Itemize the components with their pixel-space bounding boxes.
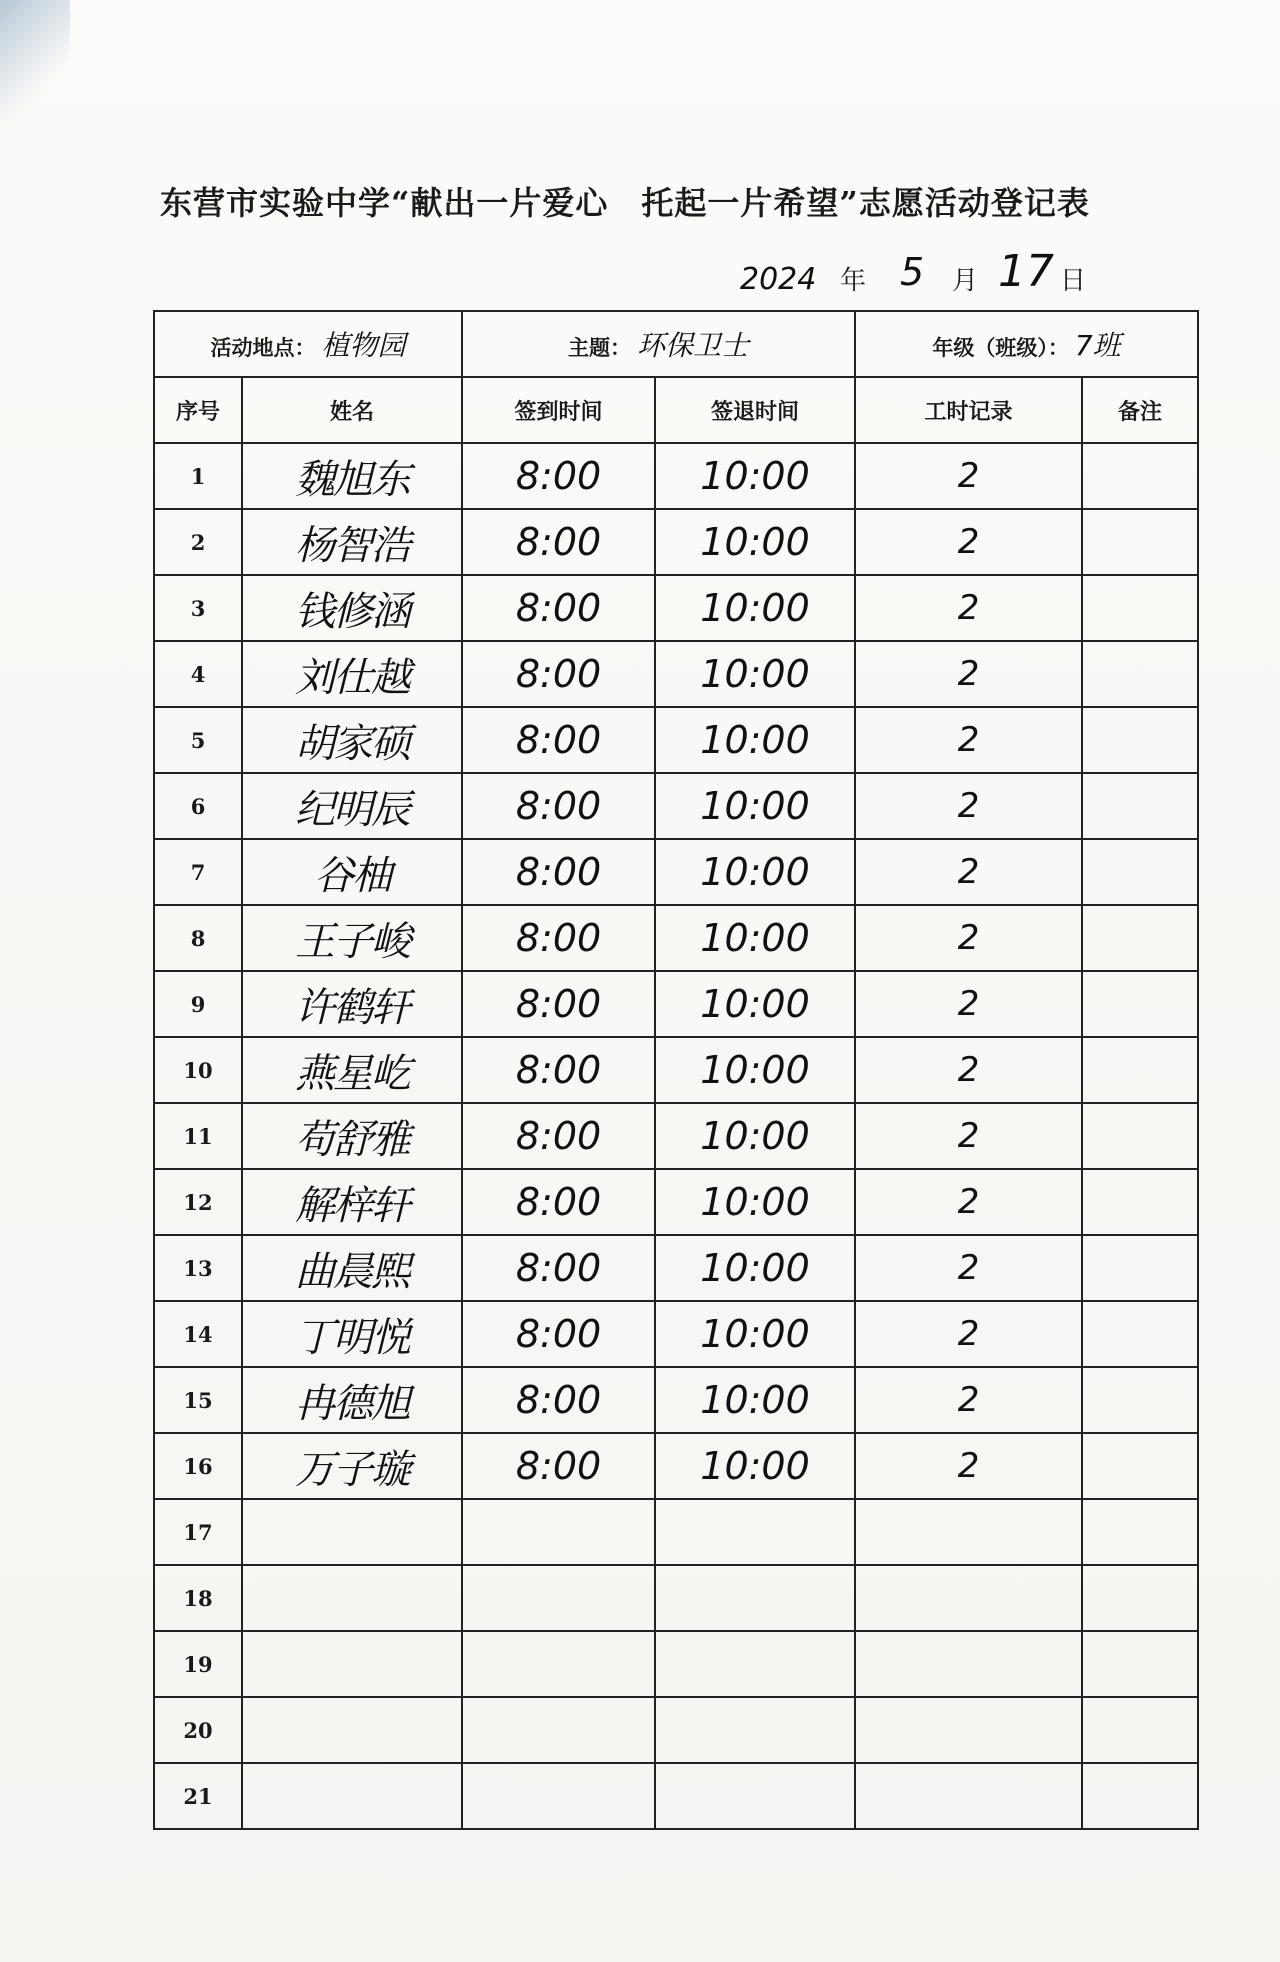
theme-label: 主题： <box>568 335 632 360</box>
theme-cell <box>462 311 855 377</box>
row-hours: 2 <box>957 456 980 496</box>
row-note-cell <box>1082 905 1198 971</box>
location-cell <box>154 311 462 377</box>
row-seq: 2 <box>190 529 206 555</box>
row-hours-cell <box>855 707 1082 773</box>
row-name-cell <box>242 641 462 707</box>
row-seq-cell <box>154 1631 242 1697</box>
row-signin-time-cell <box>462 1499 655 1565</box>
row-signout-time-cell <box>655 1763 855 1829</box>
row-signout-time: 10:00 <box>700 1246 810 1290</box>
row-seq-cell <box>154 443 242 509</box>
row-name-cell <box>242 1433 462 1499</box>
row-note-cell <box>1082 443 1198 509</box>
row-name-cell <box>242 971 462 1037</box>
row-signout-time: 10:00 <box>700 1444 810 1488</box>
row-seq-cell <box>154 1763 242 1829</box>
row-signout-time-cell <box>655 1103 855 1169</box>
row-name-cell <box>242 773 462 839</box>
row-signout-time-cell <box>655 773 855 839</box>
row-name: 胡家硕 <box>295 720 409 767</box>
row-hours-cell <box>855 1631 1082 1697</box>
row-seq: 17 <box>183 1519 213 1545</box>
row-seq: 8 <box>190 925 206 951</box>
row-hours-cell <box>855 1301 1082 1367</box>
row-seq: 1 <box>190 463 206 489</box>
row-hours-cell <box>855 1763 1082 1829</box>
row-signin-time: 8:00 <box>515 1444 602 1488</box>
row-signout-time-cell <box>655 1631 855 1697</box>
row-signin-time: 8:00 <box>515 1246 602 1290</box>
row-signin-time-cell <box>462 1103 655 1169</box>
theme-value: 环保卫士 <box>637 329 750 362</box>
row-name-cell <box>242 839 462 905</box>
row-signout-time: 10:00 <box>700 1180 810 1224</box>
header-row <box>154 377 1198 443</box>
row-signin-time: 8:00 <box>515 586 602 630</box>
row-signin-time-cell <box>462 1433 655 1499</box>
table-row <box>154 971 1198 1037</box>
row-hours-cell <box>855 1103 1082 1169</box>
row-note-cell <box>1082 773 1198 839</box>
month-label: 月 <box>952 266 979 296</box>
row-seq-cell <box>154 1433 242 1499</box>
row-hours-cell <box>855 1037 1082 1103</box>
row-seq: 14 <box>183 1321 213 1347</box>
row-signout-time: 10:00 <box>700 1378 810 1422</box>
row-seq: 3 <box>190 595 206 621</box>
row-signin-time-cell <box>462 1565 655 1631</box>
row-note-cell <box>1082 575 1198 641</box>
row-note-cell <box>1082 1235 1198 1301</box>
row-name: 钱修涵 <box>295 588 409 635</box>
row-hours: 2 <box>957 918 980 958</box>
row-note-cell <box>1082 839 1198 905</box>
row-seq-cell <box>154 1301 242 1367</box>
date-line <box>730 246 1150 310</box>
row-signin-time-cell <box>462 1763 655 1829</box>
col-note-header: 备注 <box>1082 377 1198 443</box>
row-name-cell <box>242 1037 462 1103</box>
row-signout-time-cell <box>655 707 855 773</box>
row-signout-time-cell <box>655 971 855 1037</box>
row-signin-time: 8:00 <box>515 1048 602 1092</box>
row-seq-cell <box>154 1565 242 1631</box>
row-hours: 2 <box>957 786 980 826</box>
row-signout-time-cell <box>655 1697 855 1763</box>
row-seq-cell <box>154 1697 242 1763</box>
row-name-cell <box>242 509 462 575</box>
table-row <box>154 1103 1198 1169</box>
row-hours-cell <box>855 1433 1082 1499</box>
row-seq: 18 <box>183 1585 213 1611</box>
row-name-cell <box>242 1367 462 1433</box>
row-signout-time: 10:00 <box>700 586 810 630</box>
corner-shadow <box>0 0 70 120</box>
row-name-cell <box>242 1235 462 1301</box>
row-signin-time-cell <box>462 1631 655 1697</box>
row-hours-cell <box>855 1499 1082 1565</box>
row-hours-cell <box>855 575 1082 641</box>
row-signin-time-cell <box>462 443 655 509</box>
row-hours-cell <box>855 1367 1082 1433</box>
grade-cell <box>855 311 1198 377</box>
row-hours-cell <box>855 905 1082 971</box>
col-signin-header: 签到时间 <box>462 377 655 443</box>
row-note-cell <box>1082 1433 1198 1499</box>
row-seq-cell <box>154 1235 242 1301</box>
table-row <box>154 641 1198 707</box>
date-year: 2024 <box>740 262 817 297</box>
row-note-cell <box>1082 1697 1198 1763</box>
table-row <box>154 839 1198 905</box>
row-signin-time: 8:00 <box>515 1378 602 1422</box>
row-seq-cell <box>154 509 242 575</box>
row-signout-time-cell <box>655 1235 855 1301</box>
row-seq: 5 <box>190 727 206 753</box>
table-row <box>154 1169 1198 1235</box>
row-note-cell <box>1082 509 1198 575</box>
row-note-cell <box>1082 1169 1198 1235</box>
row-seq: 4 <box>190 661 206 687</box>
row-hours: 2 <box>957 984 980 1024</box>
row-note-cell <box>1082 1367 1198 1433</box>
row-hours-cell <box>855 773 1082 839</box>
row-hours-cell <box>855 509 1082 575</box>
row-hours: 2 <box>957 1314 980 1354</box>
row-seq: 13 <box>183 1255 213 1281</box>
row-note-cell <box>1082 641 1198 707</box>
table-row <box>154 1037 1198 1103</box>
row-note-cell <box>1082 707 1198 773</box>
table-row <box>154 1499 1198 1565</box>
row-note-cell <box>1082 1565 1198 1631</box>
registration-table <box>153 310 1199 1830</box>
row-hours-cell <box>855 641 1082 707</box>
row-seq: 15 <box>183 1387 213 1413</box>
row-seq-cell <box>154 971 242 1037</box>
row-signin-time: 8:00 <box>515 1180 602 1224</box>
col-seq-header: 序号 <box>154 377 242 443</box>
row-name: 冉德旭 <box>295 1380 409 1427</box>
row-name: 魏旭东 <box>295 456 409 503</box>
row-name: 刘仕越 <box>295 654 409 701</box>
row-signout-time-cell <box>655 905 855 971</box>
row-signout-time: 10:00 <box>700 982 810 1026</box>
row-seq-cell <box>154 1367 242 1433</box>
row-signin-time-cell <box>462 1367 655 1433</box>
row-name: 王子峻 <box>295 918 409 965</box>
col-signout-header: 签退时间 <box>655 377 855 443</box>
location-label: 活动地点： <box>210 335 316 360</box>
row-name-cell <box>242 1631 462 1697</box>
row-signin-time-cell <box>462 509 655 575</box>
row-hours-cell <box>855 1565 1082 1631</box>
row-name-cell <box>242 443 462 509</box>
table-row <box>154 1565 1198 1631</box>
row-signout-time-cell <box>655 1037 855 1103</box>
table-row <box>154 1301 1198 1367</box>
table-row <box>154 773 1198 839</box>
row-note-cell <box>1082 1499 1198 1565</box>
row-signin-time-cell <box>462 1301 655 1367</box>
row-hours: 2 <box>957 1380 980 1420</box>
row-note-cell <box>1082 1631 1198 1697</box>
row-name: 万子璇 <box>295 1446 409 1493</box>
row-note-cell <box>1082 1103 1198 1169</box>
row-name-cell <box>242 1697 462 1763</box>
row-note-cell <box>1082 1037 1198 1103</box>
row-signin-time: 8:00 <box>515 784 602 828</box>
row-signin-time: 8:00 <box>515 916 602 960</box>
row-signout-time-cell <box>655 443 855 509</box>
row-hours: 2 <box>957 1182 980 1222</box>
row-name-cell <box>242 1103 462 1169</box>
info-row <box>154 311 1198 377</box>
row-seq: 9 <box>190 991 206 1017</box>
row-hours: 2 <box>957 1116 980 1156</box>
row-signin-time-cell <box>462 1235 655 1301</box>
row-hours: 2 <box>957 720 980 760</box>
row-signin-time-cell <box>462 1169 655 1235</box>
row-name: 燕星屹 <box>295 1050 409 1097</box>
row-signout-time: 10:00 <box>700 652 810 696</box>
row-signin-time-cell <box>462 575 655 641</box>
row-signin-time: 8:00 <box>515 652 602 696</box>
row-signin-time: 8:00 <box>515 1114 602 1158</box>
row-note-cell <box>1082 1763 1198 1829</box>
row-seq: 11 <box>183 1123 213 1149</box>
row-hours-cell <box>855 839 1082 905</box>
row-signout-time-cell <box>655 1367 855 1433</box>
row-name: 丁明悦 <box>295 1314 409 1361</box>
row-signout-time: 10:00 <box>700 1048 810 1092</box>
day-label: 日 <box>1060 266 1087 296</box>
row-seq: 20 <box>183 1717 213 1743</box>
row-seq-cell <box>154 1169 242 1235</box>
row-signout-time-cell <box>655 1301 855 1367</box>
row-signout-time-cell <box>655 509 855 575</box>
row-signout-time: 10:00 <box>700 718 810 762</box>
table-row <box>154 1631 1198 1697</box>
table-row <box>154 1763 1198 1829</box>
table-row <box>154 905 1198 971</box>
row-signout-time-cell <box>655 839 855 905</box>
row-name-cell <box>242 1565 462 1631</box>
row-seq-cell <box>154 773 242 839</box>
table-row <box>154 1235 1198 1301</box>
row-hours: 2 <box>957 1446 980 1486</box>
row-name-cell <box>242 1763 462 1829</box>
row-name: 杨智浩 <box>295 522 409 569</box>
row-hours: 2 <box>957 852 980 892</box>
row-name-cell <box>242 1301 462 1367</box>
row-seq: 19 <box>183 1651 213 1677</box>
row-seq: 21 <box>183 1783 213 1809</box>
row-seq-cell <box>154 839 242 905</box>
table-row <box>154 1367 1198 1433</box>
row-name: 曲晨熙 <box>295 1248 409 1295</box>
row-signin-time-cell <box>462 1697 655 1763</box>
row-seq-cell <box>154 641 242 707</box>
row-signin-time: 8:00 <box>515 520 602 564</box>
row-signout-time: 10:00 <box>700 1312 810 1356</box>
row-signin-time-cell <box>462 707 655 773</box>
row-signout-time: 10:00 <box>700 1114 810 1158</box>
row-signin-time-cell <box>462 1037 655 1103</box>
row-name: 谷柚 <box>314 852 390 899</box>
row-signin-time-cell <box>462 839 655 905</box>
table-row <box>154 707 1198 773</box>
row-hours-cell <box>855 1697 1082 1763</box>
grade-value: 7班 <box>1074 329 1121 362</box>
row-name-cell <box>242 575 462 641</box>
row-signin-time-cell <box>462 905 655 971</box>
row-hours: 2 <box>957 1248 980 1288</box>
date-month: 5 <box>900 250 925 294</box>
row-signin-time: 8:00 <box>515 982 602 1026</box>
row-signout-time: 10:00 <box>700 916 810 960</box>
date-day: 17 <box>998 246 1054 297</box>
row-signout-time-cell <box>655 641 855 707</box>
col-hours-header: 工时记录 <box>855 377 1082 443</box>
row-seq: 7 <box>190 859 206 885</box>
row-name: 解梓轩 <box>295 1182 409 1229</box>
row-hours: 2 <box>957 1050 980 1090</box>
row-seq: 6 <box>190 793 206 819</box>
row-name-cell <box>242 905 462 971</box>
year-label: 年 <box>840 266 867 296</box>
row-name-cell <box>242 1169 462 1235</box>
row-seq-cell <box>154 707 242 773</box>
row-name-cell <box>242 707 462 773</box>
row-signin-time-cell <box>462 773 655 839</box>
row-name: 苟舒雅 <box>295 1116 409 1163</box>
row-hours: 2 <box>957 588 980 628</box>
row-seq: 12 <box>183 1189 213 1215</box>
row-hours: 2 <box>957 654 980 694</box>
row-seq-cell <box>154 1037 242 1103</box>
row-name-cell <box>242 1499 462 1565</box>
row-name: 纪明辰 <box>295 786 409 833</box>
table-body <box>154 443 1198 1829</box>
table-row <box>154 1433 1198 1499</box>
row-hours: 2 <box>957 522 980 562</box>
row-signout-time: 10:00 <box>700 520 810 564</box>
location-value: 植物园 <box>321 329 406 362</box>
row-hours-cell <box>855 971 1082 1037</box>
table-row <box>154 509 1198 575</box>
table-row <box>154 1697 1198 1763</box>
row-seq: 16 <box>183 1453 213 1479</box>
row-seq-cell <box>154 1499 242 1565</box>
row-hours-cell <box>855 1169 1082 1235</box>
row-signin-time: 8:00 <box>515 454 602 498</box>
row-signout-time-cell <box>655 1565 855 1631</box>
row-signout-time-cell <box>655 1433 855 1499</box>
table-row <box>154 575 1198 641</box>
row-signout-time-cell <box>655 575 855 641</box>
grade-label: 年级（班级）： <box>932 335 1069 360</box>
row-note-cell <box>1082 1301 1198 1367</box>
row-signout-time: 10:00 <box>700 850 810 894</box>
table-row <box>154 443 1198 509</box>
row-seq-cell <box>154 575 242 641</box>
row-signin-time: 8:00 <box>515 850 602 894</box>
row-seq-cell <box>154 1103 242 1169</box>
row-signout-time: 10:00 <box>700 454 810 498</box>
row-signout-time-cell <box>655 1499 855 1565</box>
row-note-cell <box>1082 971 1198 1037</box>
row-signin-time-cell <box>462 971 655 1037</box>
row-hours-cell <box>855 1235 1082 1301</box>
col-name-header: 姓名 <box>242 377 462 443</box>
row-signin-time: 8:00 <box>515 718 602 762</box>
form-title: 东营市实验中学“献出一片爱心 托起一片希望”志愿活动登记表 <box>160 184 1090 222</box>
row-signin-time-cell <box>462 641 655 707</box>
row-name: 许鹤轩 <box>295 984 409 1031</box>
row-seq-cell <box>154 905 242 971</box>
row-signin-time: 8:00 <box>515 1312 602 1356</box>
row-hours-cell <box>855 443 1082 509</box>
row-signout-time-cell <box>655 1169 855 1235</box>
row-seq: 10 <box>183 1057 213 1083</box>
row-signout-time: 10:00 <box>700 784 810 828</box>
